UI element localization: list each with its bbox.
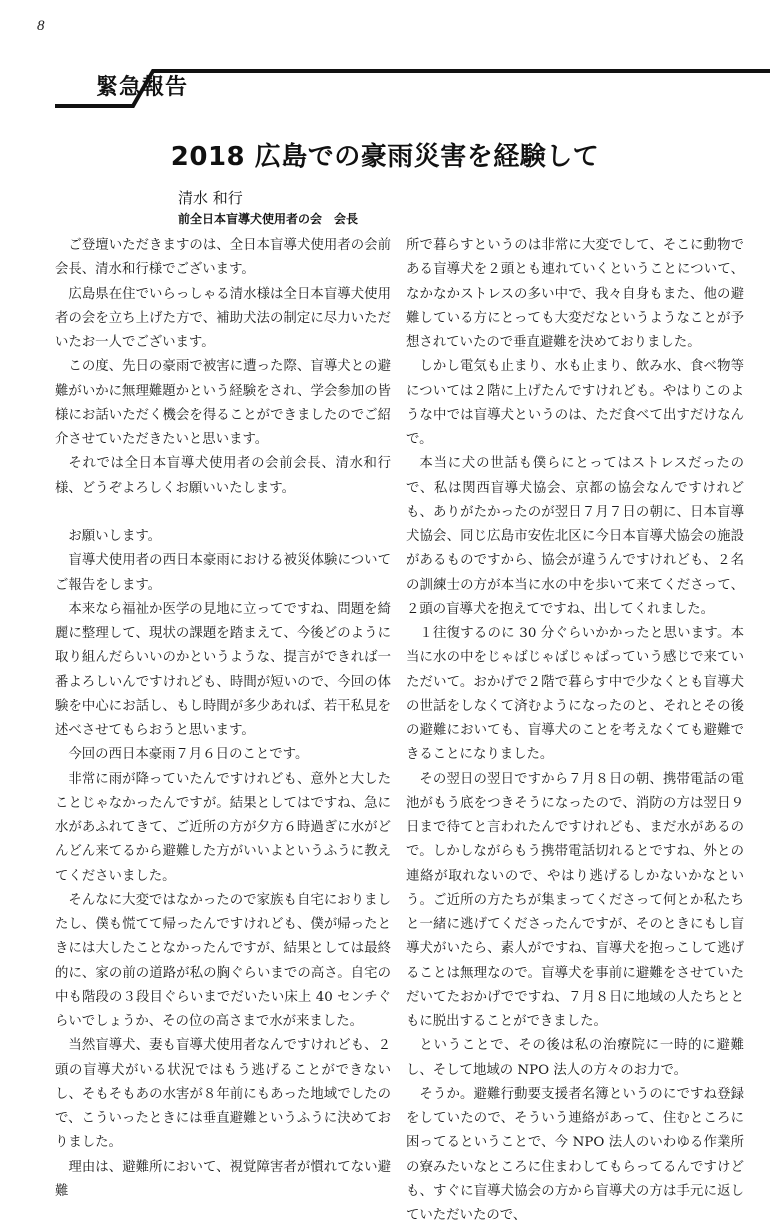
paragraph: 盲導犬使用者の西日本豪雨における被災体験についてご報告をします。 — [55, 553, 391, 593]
left-column — [55, 234, 391, 1204]
paragraph: しかし電気も止まり、水も止まり、飲み水、食べ物等については２階に上げたんですけれども。やはりこのような中では盲導犬というのは、ただ食べて出すだけなんで。 — [406, 359, 744, 447]
section-header-rule — [0, 0, 770, 120]
paragraph: ということで、その後は私の治療院に一時的に避難し、そして地域の NPO 法人の方々のお力で。 — [406, 1038, 744, 1078]
author-role: 前全日本盲導犬使用者の会 会長 — [178, 212, 359, 226]
section-label: 緊急報告 — [96, 75, 189, 100]
paragraph: この度、先日の豪雨で被害に遭った際、盲導犬との避難がいかに無理難題かという経験をされ、学会参加の皆様にお話いただく機会を得ることができましたのでご紹介させていただきたいと思います。 — [55, 359, 391, 447]
paragraph: 本来なら福祉か医学の見地に立ってですね、問題を綺麗に整理して、現状の課題を踏まえて、今後どのように取り組んだらいいのかというような、提言ができれば一番よろしいんですけれども、時間が短いので、今回の体験を中心にお話し、もし時間が多少あれば、若干私見を述べさせてもらおうと思います。 — [55, 601, 391, 738]
paragraph: ご登壇いただきますのは、全日本盲導犬使用者の会前会長、清水和行様でございます。 — [55, 238, 391, 278]
section-header — [0, 0, 770, 120]
paragraph-gap — [55, 501, 391, 525]
page-number: 8 — [37, 18, 45, 34]
paragraph: 広島県在住でいらっしゃる清水様は全日本盲導犬使用者の会を立ち上げた方で、補助犬法の制定に尽力いただいたお一人でございます。 — [55, 286, 391, 350]
paragraph: その翌日の翌日ですから７月８日の朝、携帯電話の電池がもう底をつきそうになったので、消防の方は翌日９日まで待てと言われたんですけれども、まだ水があるので。しかしながらもう携帯電話切れるとですね、外との連絡が取れないので、やはり逃げるしかないかなという。ご近所の方たちが集まってくださって何とか私たちと一緒に逃げてくださったんですが、そのときにもし盲導犬がいたら、素人がですね、盲導犬を抱っこして逃げることは無理なので。盲導犬を事前に避難をさせていただいてたおかげでですね、７月８日に地域の人たちとともに脱出することができました。 — [406, 771, 744, 1029]
paragraph: 本当に犬の世話も僕らにとってはストレスだったので、私は関西盲導犬協会、京都の協会なんですけれども、ありがたかったのが翌日７月７日の朝に、日本盲導犬協会、同じ広島市安佐北区に今日本盲導犬協会の施設があるものですから、協会が違うんですけれども、２名の訓練士の方が本当に水の中を歩いて来てくださって、２頭の盲導犬を抱えてですね、出してくれました。 — [406, 456, 744, 617]
paragraph: そうか。避難行動要支援者名簿というのにですね登録をしていたので、そういう連絡があって、住むところに困ってるということで、今 NPO 法人のいわゆる作業所の寮みたいなところに住まわしてもらってるんですけども、すぐに盲導犬協会の方から盲導犬の方は手元に返していただいたので、 — [406, 1086, 744, 1223]
paragraph: 当然盲導犬、妻も盲導犬使用者なんですけれども、２頭の盲導犬がいる状況ではもう逃げることができないし、そもそもあの水害が８年前にもあった地域でしたので、こういったときには垂直避難というふうに決めておりました。 — [55, 1038, 391, 1151]
paragraph: 理由は、避難所において、視覚障害者が慣れてない避難 — [55, 1159, 391, 1199]
paragraph: 非常に雨が降っていたんですけれども、意外と大したことじゃなかったんですが。結果としてはですね、急に水があふれてきて、ご近所の方が夕方６時過ぎに水がどんどん来てるから避難した方がいいよというふうに教えてくださいました。 — [55, 771, 391, 884]
paragraph: お願いします。 — [68, 529, 162, 544]
author-name: 清水 和行 — [178, 189, 243, 207]
paragraph: 所で暮らすというのは非常に大変でして、そこに動物である盲導犬を２頭とも連れていくということについて、なかなかストレスの多い中で、我々自身もまた、他の避難している方にとっても大変だなというようなことが予想されていたので垂直避難を決めておりました。 — [406, 238, 744, 350]
article-title: 2018 広島での豪雨災害を経験して — [170, 142, 600, 172]
right-column — [406, 234, 744, 1228]
paragraph: １往復するのに 30 分ぐらいかかったと思います。本当に水の中をじゃばじゃばじゃばっていう感じで来ていただいて。おかげで２階で暮らす中で少なくとも盲導犬の世話をしなくて済むようになったのと、それとその後の避難においても、盲導犬のことを考えなくても避難できることになりました。 — [406, 626, 744, 763]
paragraph: それでは全日本盲導犬使用者の会前会長、清水和行様、どうぞよろしくお願いいたします。 — [55, 456, 391, 496]
paragraph: 今回の西日本豪雨７月６日のことです。 — [68, 747, 309, 763]
paragraph: そんなに大変ではなかったので家族も自宅におりましたし、僕も慌てて帰ったんですけれども、僕が帰ったときには大したことなかったんですが、結果としては最終的に、家の前の道路が私の胸ぐらいまでの高さ。自宅の中も階段の３段目ぐらいまでだいたい床上 40 センチぐらいでしょうか、その位の高さまで水が来ました。 — [55, 892, 391, 1029]
